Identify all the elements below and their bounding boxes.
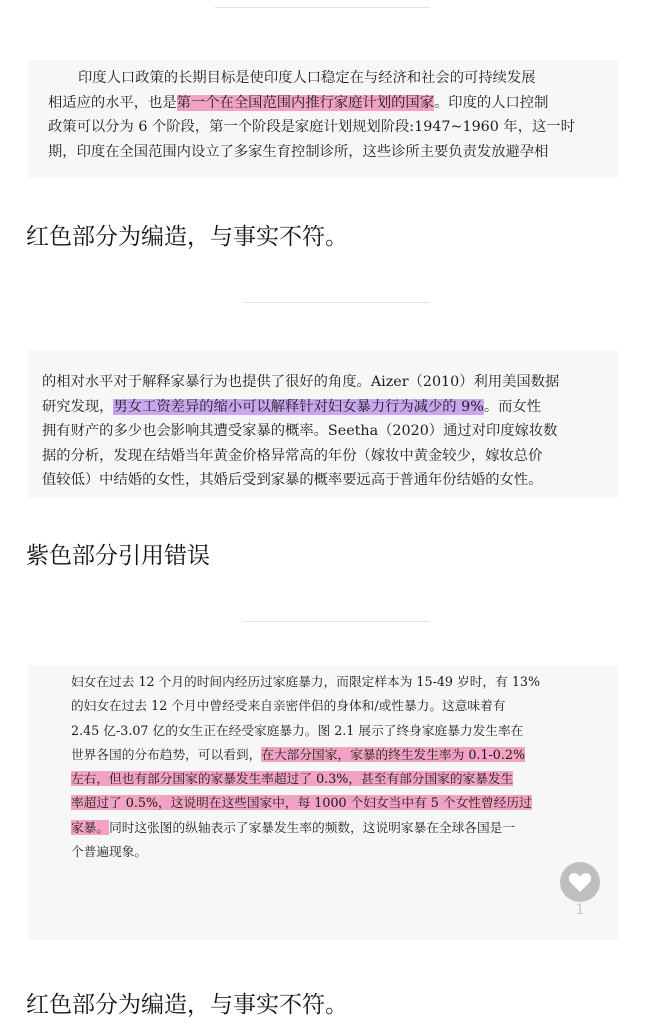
divider-top [215,7,430,8]
text-line: 据的分析，发现在结婚当年黄金价格异常高的年份（嫁妆中黄金较少，嫁妆总价 [42,447,543,464]
text-line: 值较低）中结婚的女性，其婚后受到家暴的概率要远高于普通年份结婚的女性。 [42,472,543,488]
text-line: 相适应的水平，也是第一个在全国范围内推行家庭计划的国家。印度的人口控制 [48,94,549,111]
red-highlight: 家暴。 [71,819,110,835]
text-line: 研究发现，男女工资差异的缩小可以解释针对妇女暴力行为减少的 9%。而女性 [42,398,542,415]
caption-3: 红色部分为编造，与事实不符。 [26,992,348,1018]
divider-3 [243,621,430,622]
text-line: 政策可以分为 6 个阶段，第一个阶段是家庭计划规划阶段:1947~1960 年，这一时 [48,119,575,135]
like-count: 1 [575,902,585,918]
red-highlight: 左右，但也有部分国家的家暴发生率超过了 0.3%，甚至有部分国家的家暴发生 [71,771,514,787]
scan-text-1 [28,66,618,164]
text-line: 妇女在过去 12 个月的时间内经历过家庭暴力，而限定样本为 15-49 岁时，有 13% [71,674,541,689]
heart-icon [568,871,592,893]
red-highlight: 在大部分国家，家暴的终生发生率为 0.1-0.2% [261,746,526,762]
text-line: 的相对水平对于解释家暴行为也提供了很好的角度。Aizer（2010）利用美国数据 [42,374,560,390]
scan-text-2 [28,370,618,493]
purple-highlight: 男女工资差异的缩小可以解释针对妇女暴力行为减少的 9% [113,398,484,415]
caption-2: 紫色部分引用错误 [26,543,210,569]
text-line [28,767,618,791]
text-line: 的妇女在过去 12 个月中曾经受来自亲密伴侣的身体和/或性暴力。这意味着有 [71,698,506,714]
scan-image-1 [28,60,618,178]
caption-1: 红色部分为编造，与事实不符。 [26,224,348,250]
text-line: 拥有财产的多少也会影响其遭受家暴的概率。Seetha（2020）通过对印度嫁妆数 [42,423,558,439]
text-line: 世界各国的分布趋势，可以看到，在大部分国家，家暴的终生发生率为 0.1-0.2% [71,746,526,762]
text-line: 个普遍现象。 [71,844,148,860]
text-line: 2.45 亿-3.07 亿的女生正在经受家庭暴力。图 2.1 展示了终身家庭暴力发生率在 [71,722,524,738]
text-line [28,791,618,815]
red-highlight: 率超过了 0.5%，这说明在这些国家中，每 1000 个妇女当中有 5 个女性曾经历过 [71,795,532,811]
scan-image-2 [28,350,618,498]
text-line: 印度人口政策的长期目标是使印度人口稳定在与经济和社会的可持续发展 [78,70,536,86]
text-line: 家暴。同时这张图的纵轴表示了家暴发生率的频数，这说明家暴在全球各国是一 [71,819,516,835]
scan-text-3 [28,670,618,864]
text-line: 期，印度在全国范围内设立了多家生育控制诊所，这些诊所主要负责发放避孕相 [48,143,549,160]
red-highlight: 第一个在全国范围内推行家庭计划的国家 [176,94,435,111]
like-button[interactable] [560,862,600,902]
scan-image-3 [28,665,618,940]
divider-2 [243,302,430,303]
